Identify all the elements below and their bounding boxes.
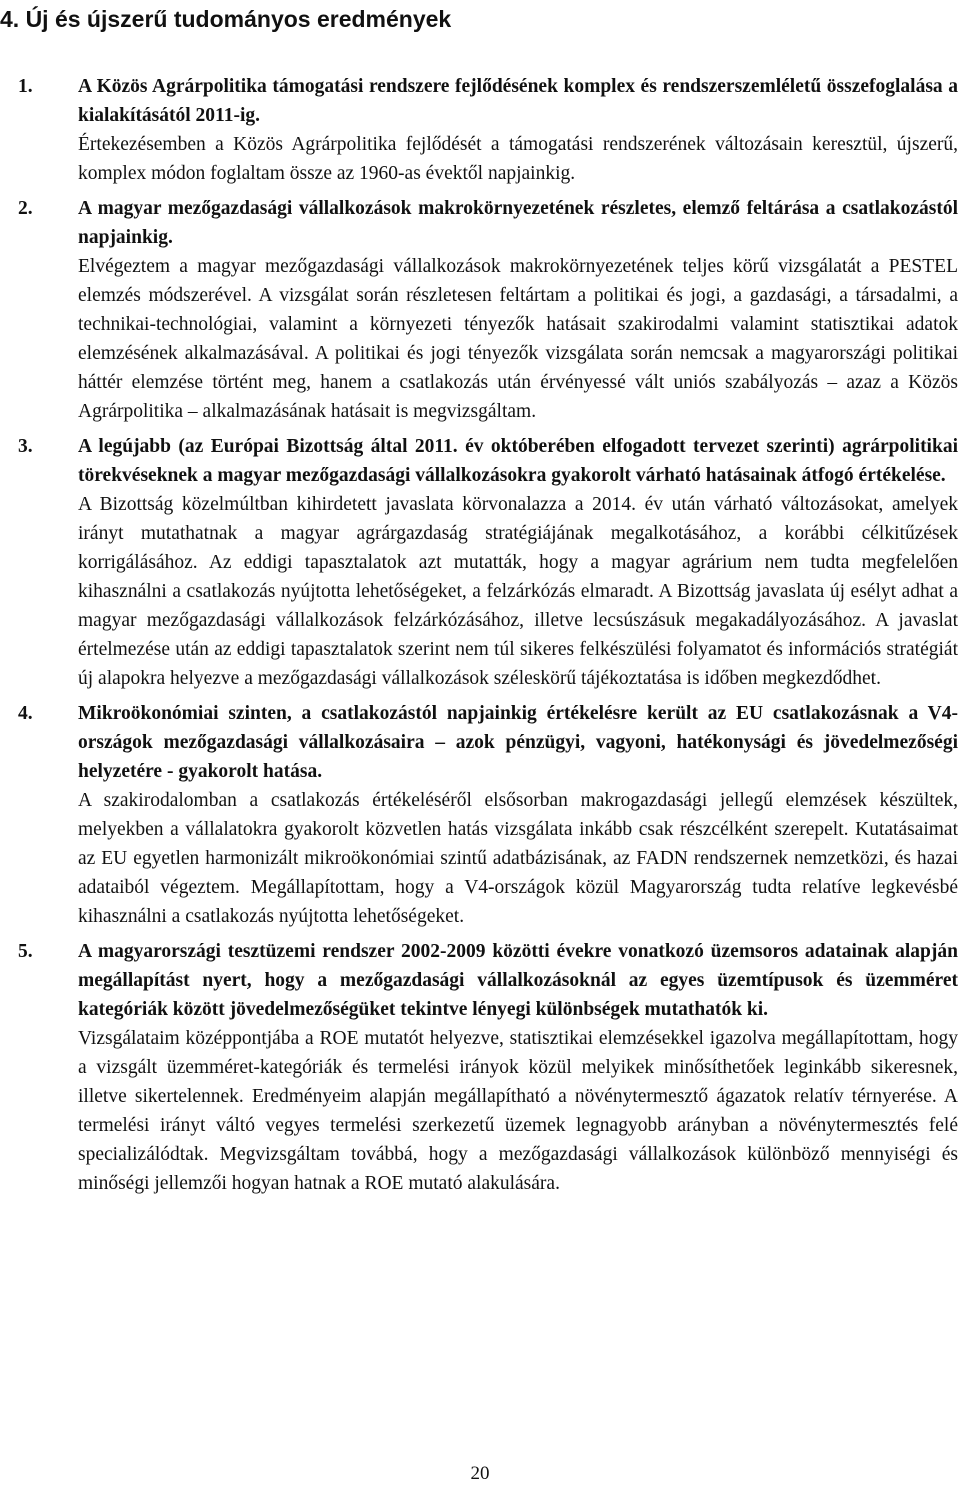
- item-number: 5.: [18, 941, 33, 962]
- item-content: [78, 699, 958, 931]
- item-number: 2.: [18, 198, 33, 219]
- item-title: A magyarországi tesztüzemi rendszer 2002-2009 közötti évekre vonatkozó üzemsoros adatainak alapján megállapítást nyert, hogy a mezőgazdasági vállalkozásoknál az egyes üzemtípusok és üzemméret kategóriák között jövedelmezőségüket tekintve lényegi különbségek mutathatók ki.: [78, 941, 958, 1020]
- result-item-1: [18, 72, 958, 188]
- item-number: 4.: [18, 703, 33, 724]
- item-number: 1.: [18, 76, 33, 97]
- page-number: 20: [470, 1463, 490, 1484]
- item-title: Mikroökonómiai szinten, a csatlakozástól napjainkig értékelésre került az EU csatlakozásnak a V4-országok mezőgazdasági vállalkozásaira – azok pénzügyi, vagyoni, hatékonysági és jövedelmezőségi helyzetére - gyakorolt hatása.: [78, 703, 958, 782]
- item-title: A magyar mezőgazdasági vállalkozások makrokörnyezetének részletes, elemző feltárása a csatlakozástól napjainkig.: [78, 198, 958, 248]
- item-body: Értekezésemben a Közös Agrárpolitika fejlődését a támogatási rendszerének változásain keresztül, újszerű, komplex módon foglaltam össze az 1960-as évektől napjainkig.: [78, 134, 958, 184]
- section-heading: 4. Új és újszerű tudományos eredmények: [0, 6, 452, 32]
- item-content: [78, 432, 958, 693]
- result-item-4: [18, 699, 958, 931]
- item-number: 3.: [18, 436, 33, 457]
- item-body: Vizsgálataim középpontjába a ROE mutatót helyezve, statisztikai elemzésekkel igazolva megállapítottam, hogy a vizsgált üzemméret-kategóriák és termelési irányok közül melyikek minősíthetőek leginkább sikeresnek, illetve sikertelennek. Eredményeim alapján megállapítható a növénytermesztő ágazatok relatív térnyerése. A termelési irányt váltó vegyes termelési szerkezetű üzemek legnagyobb arányban a növénytermesztés felé specializálódtak. Megvizsgáltam továbbá, hogy a mezőgazdasági vállalkozások különböző mennyiségi és minőségi jellemzői hogyan hatnak a ROE mutató alakulására.: [78, 1028, 958, 1194]
- item-content: [78, 194, 958, 426]
- item-content: [78, 72, 958, 188]
- item-body: A szakirodalomban a csatlakozás értékeléséről elsősorban makrogazdasági jellegű elemzések készültek, melyekben a vállalatokra gyakorolt közvetlen hatás vizsgálata inkább csak részcélként szerepelt. Kutatásaimat az EU egyetlen harmonizált mikroökonómiai szintű adatbázisának, az FADN rendszernek nemzetközi, és hazai adataiból végeztem. Megállapítottam, hogy a V4-országok közül Magyarország tudta relatíve legkevésbé kihasználni a csatlakozás nyújtotta lehetőségeket.: [78, 790, 958, 927]
- result-item-2: [18, 194, 958, 426]
- item-content: [78, 937, 958, 1198]
- item-title: A Közös Agrárpolitika támogatási rendszere fejlődésének komplex és rendszerszemléletű összefoglalása a kialakításától 2011-ig.: [78, 76, 958, 126]
- item-body: A Bizottság közelmúltban kihirdetett javaslata körvonalazza a 2014. év után várható változásokat, amelyek irányt mutathatnak a magyar agrárgazdaság stratégiájának megalkotásához, a korábbi célkitűzések korrigálásához. Az eddigi tapasztalatok azt mutatták, hogy a magyar agrárium nem tudta megfelelően kihasználni a csatlakozás nyújtotta lehetőségeket, a felzárkózás elmaradt. A Bizottság javaslata új esélyt adhat a magyar mezőgazdasági vállalkozások felzárkózásához, illetve lecsúszásuk megakadályozásához. A javaslat értelmezése után az eddigi tapasztalatok szerint nem túl sikeres felkészülési folyamatot és információs stratégiát új alapokra helyezve a mezőgazdasági vállalkozások széleskörű tájékoztatása is időben megkezdődhet.: [78, 494, 958, 689]
- result-item-3: [18, 432, 958, 693]
- item-body: Elvégeztem a magyar mezőgazdasági vállalkozások makrokörnyezetének teljes körű vizsgálatát a PESTEL elemzés módszerével. A vizsgálat során részletesen feltártam a politikai és jogi, a gazdasági, a társadalmi, a technikai-technológiai, valamint a környezeti tényezők hatásait szakirodalmi valamint statisztikai adatok elemzésének alkalmazásával. A politikai és jogi tényezők vizsgálata során nemcsak a magyarországi politikai háttér elemzése történt meg, hanem a csatlakozás után érvényessé vált uniós szabályozás – azaz a Közös Agrárpolitika – alkalmazásának hatásait is megvizsgáltam.: [78, 256, 958, 422]
- item-title: A legújabb (az Európai Bizottság által 2011. év októberében elfogadott tervezet szerinti) agrárpolitikai törekvéseknek a magyar mezőgazdasági vállalkozásokra gyakorolt várható hatásainak átfogó értékelése.: [78, 436, 958, 486]
- result-item-5: [18, 937, 958, 1198]
- results-list: [18, 72, 958, 1204]
